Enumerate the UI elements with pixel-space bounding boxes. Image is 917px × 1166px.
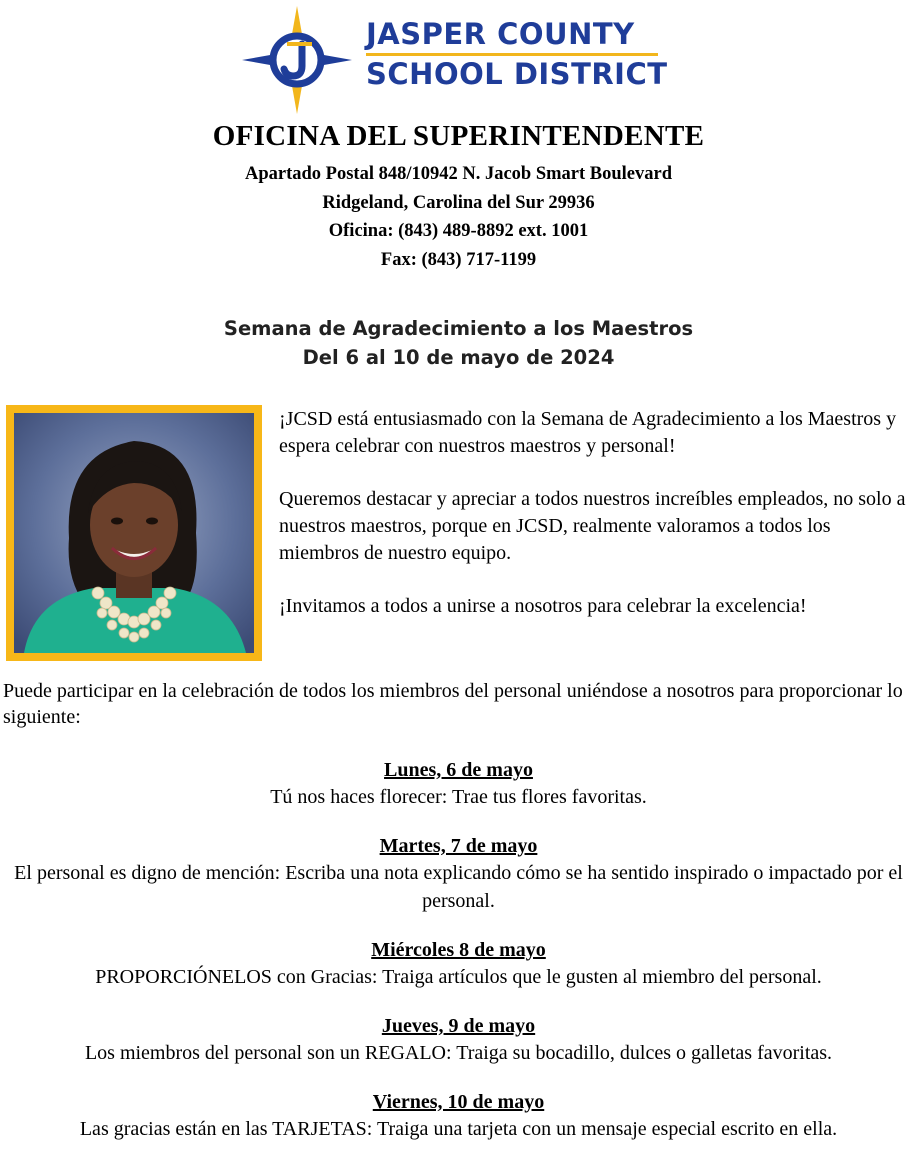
schedule-day-title: Miércoles 8 de mayo — [371, 939, 546, 961]
schedule-day-description: Tú nos haces florecer: Trae tus flores favoritas. — [270, 786, 647, 808]
superintendent-photo — [6, 405, 262, 661]
address-line-city: Ridgeland, Carolina del Sur 29936 — [322, 192, 595, 213]
schedule-day-title: Jueves, 9 de mayo — [381, 1015, 536, 1037]
district-logo-mark-icon — [242, 6, 352, 114]
portrait-image — [14, 413, 254, 653]
schedule-day-description: PROPORCIÓNELOS con Gracias: Traiga artículos que le gusten al miembro del personal. — [95, 966, 822, 988]
lead-paragraph: Puede participar en la celebración de todos los miembros del personal uniéndose a nosotros para proporcionar lo siguiente: — [3, 680, 903, 728]
schedule-day-description: Los miembros del personal son un REGALO: Traiga su bocadillo, dulces o galletas favoritas. — [84, 1042, 833, 1064]
address-line-phone: Oficina: (843) 489-8892 ext. 1001 — [328, 221, 589, 241]
event-dates: Del 6 al 10 de mayo de 2024 — [302, 346, 615, 369]
schedule-day — [0, 1013, 917, 1067]
logo-divider — [366, 53, 658, 56]
schedule-day-title: Martes, 7 de mayo — [379, 835, 538, 857]
intro-text — [279, 406, 911, 646]
address-line-postal: Apartado Postal 848/10942 N. Jacob Smart Boulevard — [244, 164, 673, 184]
address-line-fax: Fax: (843) 717-1199 — [380, 249, 537, 270]
intro-paragraph: ¡Invitamos a todos a unirse a nosotros para celebrar la excelencia! — [279, 595, 807, 617]
schedule-day-description: Las gracias están en las TARJETAS: Traiga una tarjeta con un mensaje especial escrito en ella. — [79, 1118, 838, 1140]
intro-paragraph: ¡JCSD está entusiasmado con la Semana de Agradecimiento a los Maestros y espera celebrar con nuestros maestros y personal! — [279, 408, 897, 457]
district-logo-text — [366, 17, 668, 91]
logo-line-1: JASPER COUNTY — [366, 17, 635, 51]
address-block — [0, 160, 917, 274]
schedule-day-description: El personal es digno de mención: Escriba una nota explicando cómo se ha sentido inspirado o impactado por el personal. — [14, 862, 903, 912]
event-title: Semana de Agradecimiento a los Maestros — [223, 317, 694, 340]
logo-line-2: SCHOOL DISTRICT — [366, 57, 668, 91]
schedule-day-title: Lunes, 6 de mayo — [384, 759, 533, 781]
office-title: OFICINA DEL SUPERINTENDENTE — [212, 120, 705, 152]
schedule-day — [0, 937, 917, 991]
intro-paragraph: Queremos destacar y apreciar a todos nuestros increíbles empleados, no solo a nuestros maestros, porque en JCSD, realmente valoramos a todos los miembros de nuestro equipo. — [279, 488, 906, 564]
schedule-day — [0, 757, 917, 811]
schedule-day — [0, 833, 917, 915]
schedule-day-title: Viernes, 10 de mayo — [372, 1091, 545, 1113]
district-logo — [242, 6, 668, 114]
weekly-schedule — [0, 757, 917, 1165]
event-heading — [0, 314, 917, 372]
schedule-day — [0, 1089, 917, 1143]
